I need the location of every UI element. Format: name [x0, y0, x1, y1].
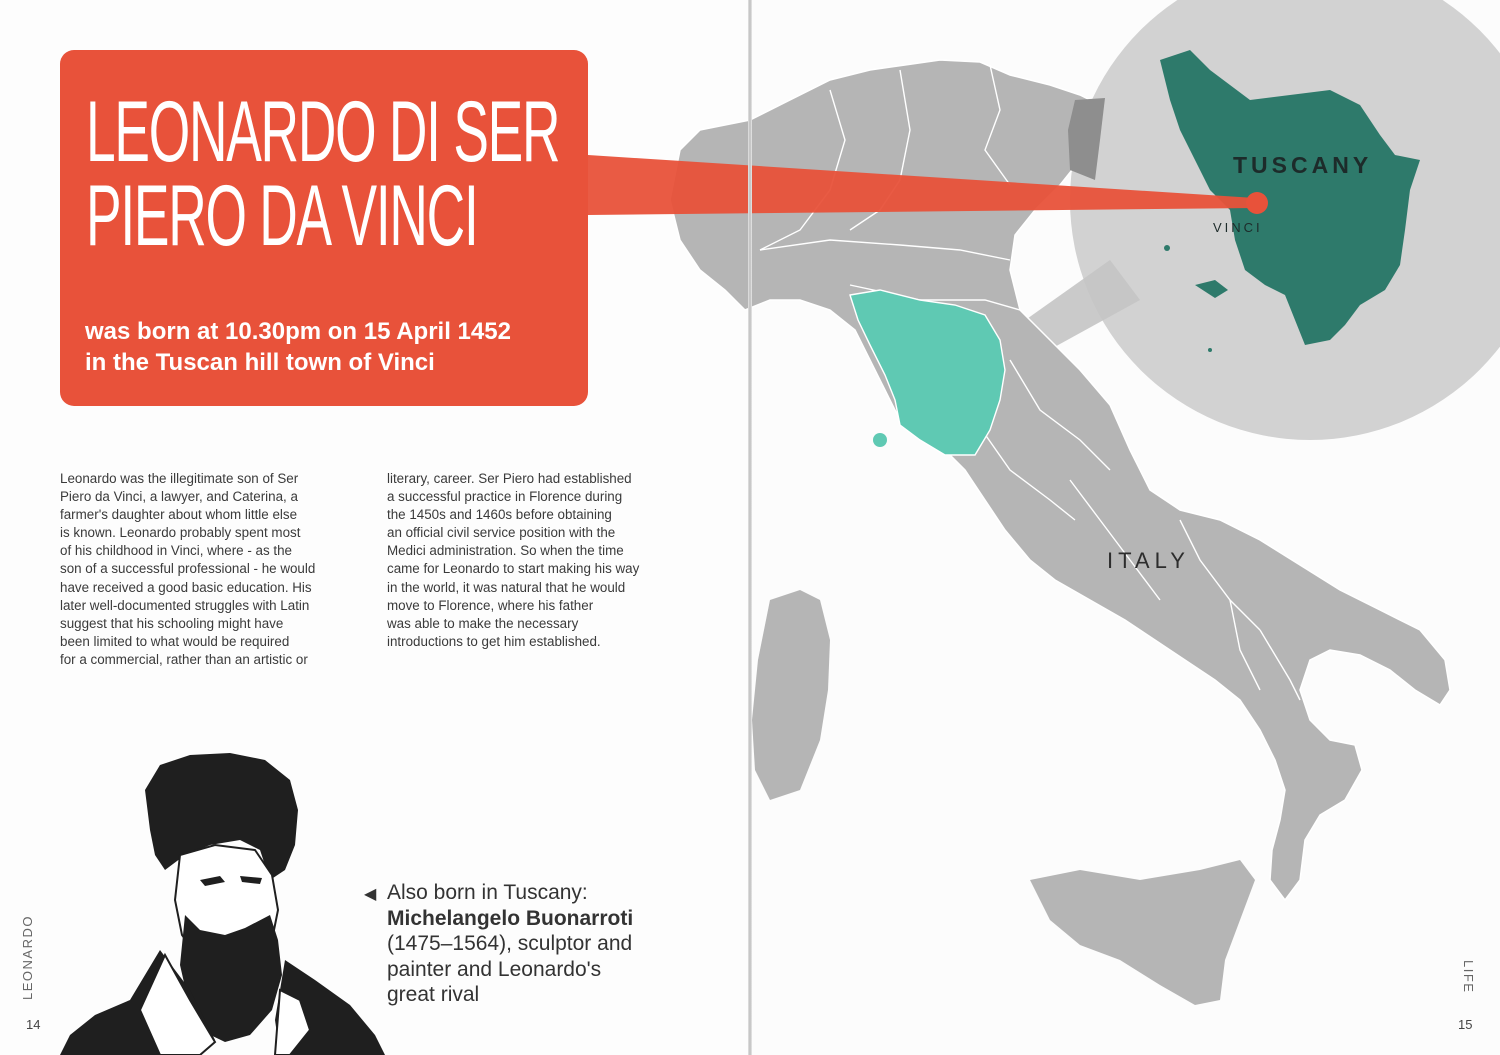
michelangelo-portrait — [40, 750, 400, 1055]
body-line: of his childhood in Vinci, where - as the — [60, 543, 292, 559]
page-number-right: 15 — [1458, 1017, 1473, 1032]
body-column-2 — [387, 470, 697, 651]
body-line: later well-documented struggles with Latin — [60, 597, 310, 613]
body-line: literary, career. Ser Piero had established — [387, 471, 632, 486]
title-box — [60, 50, 588, 406]
body-line: introductions to get him established. — [387, 633, 601, 649]
body-line: Medici administration. So when the time — [387, 543, 624, 559]
vinci-dot — [1246, 192, 1268, 214]
book-spine — [748, 0, 752, 1055]
body-line: Piero da Vinci, a lawyer, and Caterina, a — [60, 489, 298, 505]
body-line: is known. Leonardo probably spent most — [60, 525, 301, 541]
body-line: son of a successful professional - he would — [60, 561, 316, 577]
caption-line-3: (1475–1564), sculptor and — [387, 932, 633, 955]
caption-name: Michelangelo Buonarroti — [387, 906, 634, 930]
tuscany-region — [850, 290, 1005, 455]
body-line: in the world, it was natural that he would — [387, 579, 626, 595]
subtitle-line-1: was born at 10.30pm on 15 April 1452 — [85, 318, 511, 345]
body-line: the 1450s and 1460s before obtaining — [387, 507, 612, 523]
caption-line-4: painter and Leonardo's — [387, 957, 602, 981]
body-line: Leonardo was the illegitimate son of Ser — [60, 471, 299, 486]
label-vinci: VINCI — [1213, 220, 1263, 235]
body-line: an official civil service position with the — [387, 525, 616, 541]
page-number-left: 14 — [26, 1017, 41, 1032]
running-head-left: LEONARDO — [20, 915, 35, 1000]
zoom-island-3 — [1208, 348, 1212, 352]
label-tuscany: TUSCANY — [1233, 152, 1373, 178]
body-column-1 — [60, 470, 370, 669]
body-line: been limited to what would be required — [60, 633, 290, 649]
body-line: have received a good basic education. His — [60, 579, 312, 595]
caption-arrow-icon: ◀ — [364, 886, 377, 903]
caption-line-1: Also born in Tuscany: — [387, 881, 588, 904]
zoom-island-2 — [1164, 245, 1170, 251]
body-line: suggest that his schooling might have — [60, 615, 284, 631]
portrait-caption — [387, 880, 687, 1008]
page-title: LEONARDO DI SER PIERO DA VINCI — [86, 84, 560, 264]
sicily — [1030, 860, 1255, 1005]
body-line: for a commercial, rather than an artistic or — [60, 651, 308, 667]
elba-island — [873, 433, 887, 447]
sardinia — [752, 590, 830, 800]
body-line: was able to make the necessary — [387, 615, 579, 631]
body-line: move to Florence, where his father — [387, 597, 594, 613]
body-line: a successful practice in Florence during — [387, 489, 623, 505]
body-line: farmer's daughter about whom little else — [60, 507, 298, 523]
title-subtitle — [85, 316, 575, 378]
body-line: came for Leonardo to start making his way — [387, 561, 640, 577]
running-head-right: LIFE — [1461, 960, 1476, 994]
caption-line-5: great rival — [387, 983, 480, 1006]
subtitle-line-2: in the Tuscan hill town of Vinci — [85, 349, 435, 376]
label-italy: ITALY — [1107, 548, 1190, 573]
